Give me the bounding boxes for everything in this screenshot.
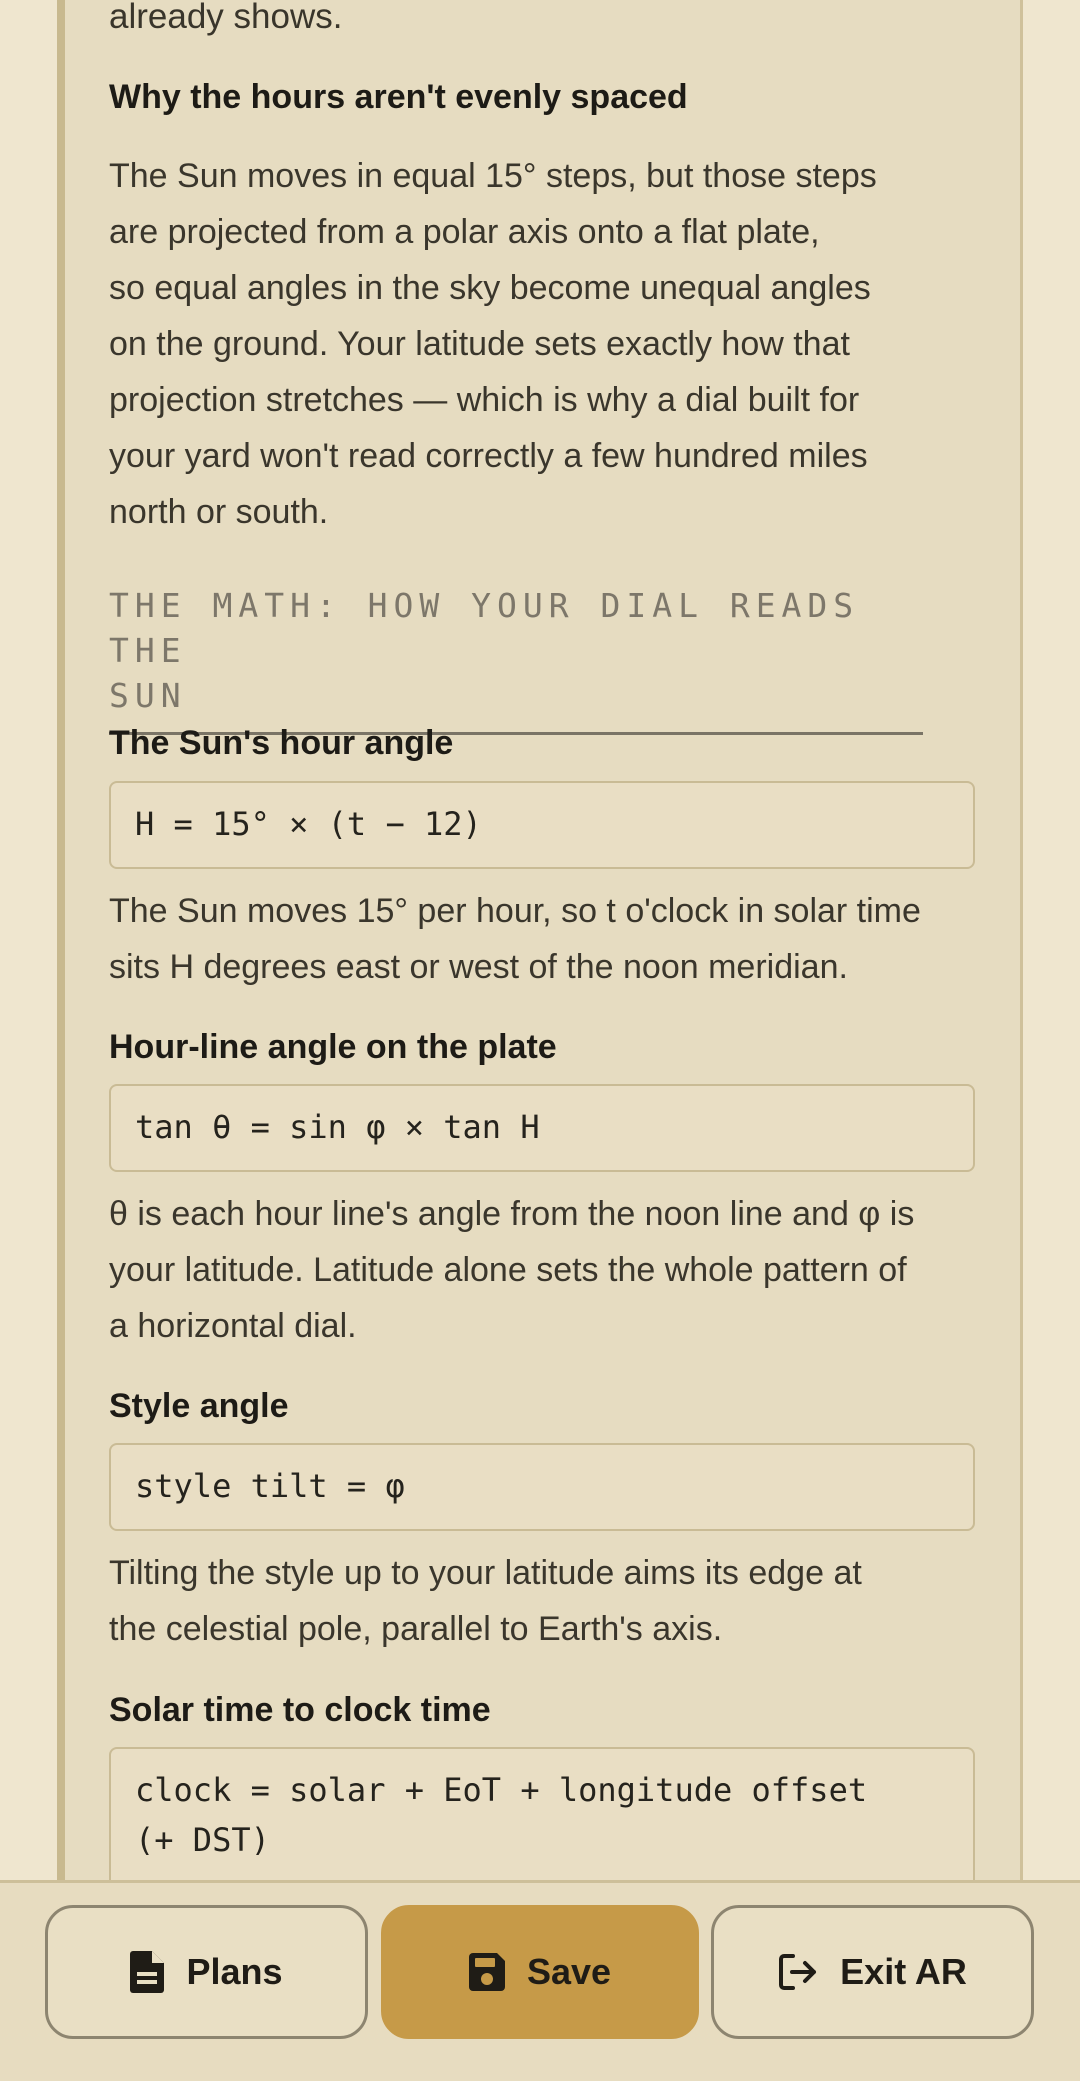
hour-line-angle-title: Hour-line angle on the plate <box>109 1028 557 1066</box>
math-section-heading <box>109 583 923 735</box>
paragraph-line: are projected from a polar axis onto a flat plate, <box>109 213 820 251</box>
math-heading-line: THE MATH: HOW YOUR DIAL READS THE <box>109 586 860 670</box>
formula-line: (+ DST) <box>135 1821 270 1859</box>
save-label: Save <box>526 1951 612 1992</box>
paragraph-line: your yard won't read correctly a few hundred miles <box>109 437 868 475</box>
style-angle-formula: style tilt = φ <box>109 1443 975 1531</box>
description-line: the celestial pole, parallel to Earth's axis. <box>109 1610 723 1648</box>
paragraph-line: on the ground. Your latitude sets exactly how that <box>109 325 850 363</box>
description-line: Tilting the style up to your latitude aims its edge at <box>109 1554 862 1592</box>
description-line: a horizontal dial. <box>109 1307 357 1345</box>
logout-icon <box>778 1953 818 1991</box>
paragraph-line: projection stretches — which is why a dial built for <box>109 381 860 419</box>
plans-label: Plans <box>186 1951 283 1992</box>
hour-angle-formula: H = 15° × (t − 12) <box>109 781 975 869</box>
exit-ar-button[interactable] <box>711 1905 1034 2039</box>
description-line: The Sun moves 15° per hour, so t o'clock in solar time <box>109 892 921 930</box>
description-line: your latitude. Latitude alone sets the whole pattern of <box>109 1251 907 1289</box>
solar-to-clock-title: Solar time to clock time <box>109 1691 491 1729</box>
file-document-icon <box>130 1951 164 1993</box>
style-angle-title: Style angle <box>109 1387 289 1425</box>
style-angle-description <box>109 1545 979 1657</box>
why-hours-heading: Why the hours aren't evenly spaced <box>109 78 688 116</box>
previous-paragraph-tail: already shows. <box>109 0 343 36</box>
hour-angle-title: The Sun's hour angle <box>109 724 454 762</box>
description-line: θ is each hour line's angle from the noon line and φ is <box>109 1195 915 1233</box>
floppy-disk-icon <box>469 1953 505 1991</box>
solar-to-clock-formula <box>109 1747 975 1897</box>
math-heading-line: SUN <box>109 676 187 715</box>
description-line: sits H degrees east or west of the noon meridian. <box>109 948 848 986</box>
paragraph-line: The Sun moves in equal 15° steps, but those steps <box>109 157 877 195</box>
hour-line-angle-formula: tan θ = sin φ × tan H <box>109 1084 975 1172</box>
why-hours-paragraph <box>109 148 969 540</box>
hour-angle-description <box>109 883 979 995</box>
save-button[interactable] <box>381 1905 699 2039</box>
hour-line-angle-description <box>109 1186 979 1354</box>
paragraph-line: so equal angles in the sky become unequal angles <box>109 269 871 307</box>
paragraph-line: north or south. <box>109 493 329 531</box>
exit-ar-label: Exit AR <box>840 1951 967 1992</box>
formula-line: clock = solar + EoT + longitude offset <box>135 1771 868 1809</box>
plans-button[interactable] <box>45 1905 368 2039</box>
